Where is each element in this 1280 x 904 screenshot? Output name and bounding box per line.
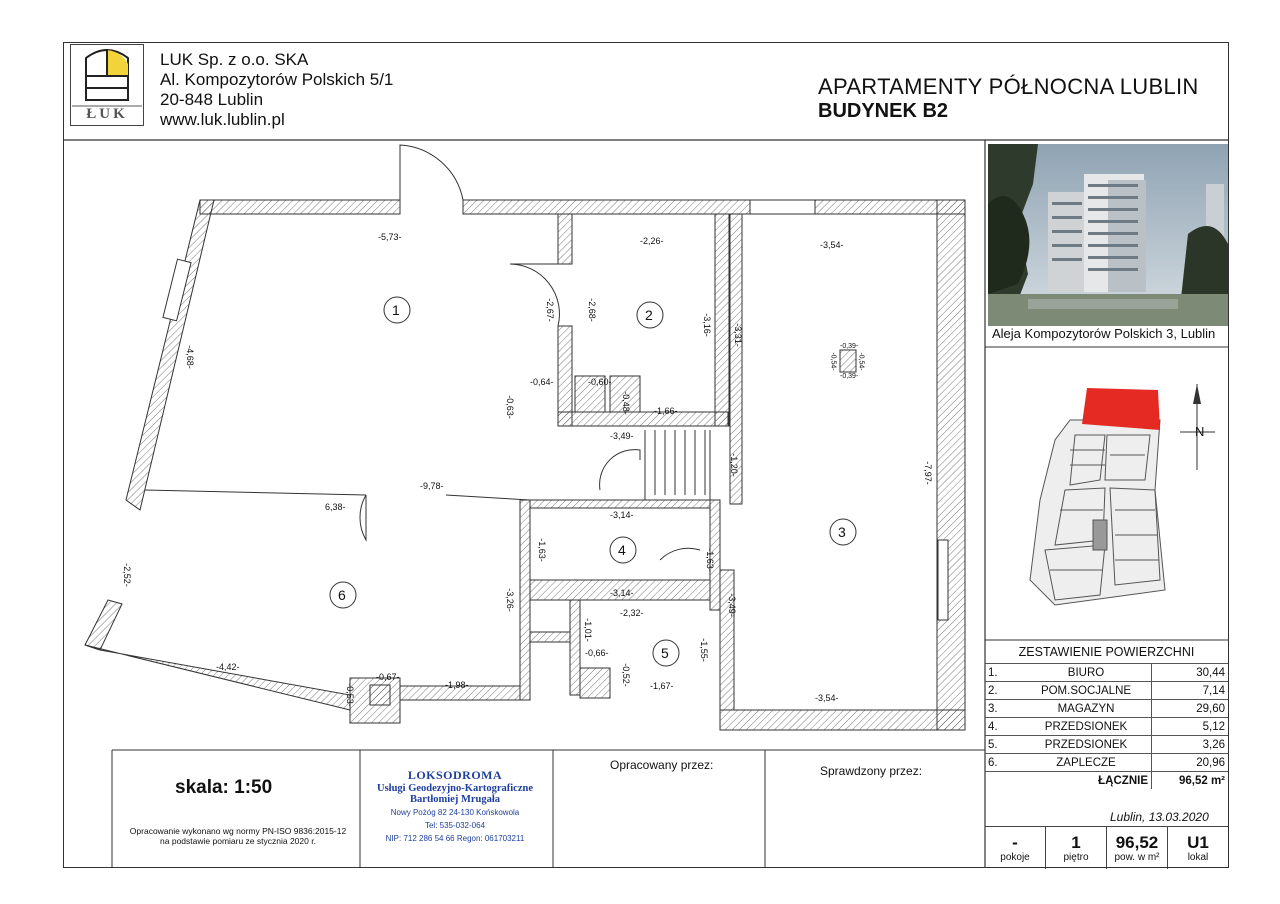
building-photo: [988, 144, 1228, 326]
area-cell: [1106, 827, 1167, 869]
building-label: BUDYNEK B2: [818, 100, 949, 122]
dim-r2-side: -3,16-: [701, 313, 712, 337]
room-number-5: 5: [661, 645, 669, 661]
stamp-name: LOKSODROMA: [407, 768, 503, 782]
rooms-value: -: [1012, 832, 1018, 852]
dim-r2-bottom: -1,66-: [654, 406, 678, 416]
company-address-line1: Al. Kompozytorów Polskich 5/1: [160, 70, 394, 89]
dim-r5-w: -0,66-: [585, 648, 609, 658]
scale-label: skala: 1:50: [175, 777, 273, 798]
dim-corridor-h: -1,20-: [728, 453, 739, 477]
dim-r3-right: -7,97-: [922, 461, 933, 485]
rooms-cell: [985, 827, 1045, 869]
logo-text: ŁUK: [86, 106, 128, 122]
prepared-by-label: Opracowany przez:: [610, 758, 714, 772]
dim-r4-left: -1,63-: [536, 538, 547, 562]
dim-r5-h: -1,01-: [582, 618, 593, 642]
summary-header: ZESTAWIENIE POWIERZCHNI: [1018, 645, 1195, 659]
floor-plan: [70, 140, 980, 745]
dim-bath-1: -0,64-: [530, 377, 554, 387]
dim-r2-left: -2,68-: [586, 298, 597, 322]
dim-column-w2: -0,39-: [840, 373, 859, 380]
photo-caption: Aleja Kompozytorów Polskich 3, Lublin: [992, 326, 1216, 341]
table-row: 6. ZAPLECZE 20,96: [985, 754, 1228, 772]
company-address-line2: 20-848 Lublin: [160, 90, 264, 109]
dim-bath-h2: -0,48-: [620, 391, 631, 415]
document-date: Lublin, 13.03.2020: [1110, 810, 1209, 824]
north-label: N: [1195, 424, 1205, 439]
room-number-4: 4: [618, 542, 626, 558]
norm-note: [118, 826, 358, 846]
checked-by-label: Sprawdzony przez:: [820, 764, 923, 778]
dim-r4-bottom: -3,14-: [610, 588, 634, 598]
dim-r3-bottom: -3,54-: [815, 693, 839, 703]
stamp-line-2: Usługi Geodezyjno-Kartograficzne: [376, 783, 533, 794]
table-row: 2. POM.SOCJALNE 7,14: [985, 682, 1228, 700]
dim-r45-left: -3,26-: [504, 588, 515, 612]
summary-table: [985, 663, 1228, 789]
dim-r3-top: -3,54-: [820, 240, 844, 250]
unit-value: U1: [1187, 832, 1209, 852]
dim-r6-b2: -1,98-: [445, 680, 469, 690]
floor-cell: [1045, 827, 1106, 869]
dim-r4-top: -3,14-: [610, 510, 634, 520]
stamp-line-3: Bartłomiej Mrugała: [409, 794, 501, 805]
area-summary: [985, 645, 1228, 789]
norm-line-1: Opracowanie wykonano wg normy PN-ISO 9836:2015-12: [129, 826, 347, 836]
dim-r6-b4: -0,53-: [344, 683, 355, 707]
table-row: 3. MAGAZYN 29,60: [985, 700, 1228, 718]
area-value: 96,52: [1115, 832, 1159, 852]
dim-r45-right: -3,49-: [726, 593, 737, 617]
dim-column-h2: -0,54-: [857, 352, 865, 371]
dim-r2-top: -2,26-: [640, 236, 664, 246]
company-website[interactable]: www.luk.lublin.pl: [160, 110, 285, 129]
location-map: [1015, 380, 1225, 610]
room-number-3: 3: [838, 524, 846, 540]
project-title: APARTAMENTY PÓŁNOCNA LUBLIN: [818, 74, 1199, 99]
room-number-2: 2: [645, 307, 653, 323]
dim-r5-top: -2,32-: [620, 608, 644, 618]
dim-r6-bottom: -4,42-: [216, 662, 240, 672]
surveyor-stamp: [360, 768, 550, 844]
dim-r4-right: -1,63-: [704, 548, 715, 572]
dim-r6-top: 6,38-: [325, 502, 346, 512]
room-number-1: 1: [392, 302, 400, 318]
area-label: pow. w m²: [1114, 851, 1160, 863]
unit-label: lokal: [1187, 851, 1209, 863]
stamp-line-4: Nowy Pożóg 82 24-130 Końskowola: [390, 808, 520, 817]
floor-value: 1: [1071, 832, 1081, 852]
dim-r5-h2: -0,52-: [620, 663, 631, 687]
norm-line-2: na podstawie pomiaru ze stycznia 2020 r.: [160, 836, 316, 846]
unit-info: [985, 826, 1228, 869]
dim-r6-left: -2,52-: [121, 563, 132, 587]
dim-column-w: -0,39-: [840, 343, 859, 350]
dim-r5-right: -1,55-: [698, 638, 709, 662]
dim-column-h: -0,54-: [829, 352, 837, 371]
room-number-6: 6: [338, 587, 346, 603]
table-row: 5. PRZEDSIONEK 3,26: [985, 736, 1228, 754]
table-row: 1. BIURO 30,44: [985, 664, 1228, 682]
dim-r3-left: -3,31-: [732, 323, 743, 347]
summary-total-row: ŁĄCZNIE 96,52 m²: [985, 772, 1228, 790]
stamp-line-6: NIP: 712 286 54 66 Regon: 061703211: [385, 834, 525, 843]
dim-corridor: -3,49-: [610, 431, 634, 441]
dim-bath-h1: -0,63-: [504, 395, 515, 419]
dim-r2-door: -2,67-: [544, 298, 555, 322]
dim-r5-bottom: -1,67-: [650, 681, 674, 691]
company-name: LUK Sp. z o.o. SKA: [160, 50, 309, 69]
dim-r6-b3: -0,67-: [376, 672, 400, 682]
dim-bath-2: -0,60-: [588, 377, 612, 387]
floor-label: piętro: [1063, 851, 1089, 863]
unit-cell: [1167, 827, 1228, 869]
dim-r1-left: -4,68-: [184, 345, 195, 369]
stamp-line-5: Tel: 535-032-064: [424, 821, 486, 830]
rooms-label: pokoje: [1000, 851, 1030, 863]
table-row: 4. PRZEDSIONEK 5,12: [985, 718, 1228, 736]
dim-r1-top: -5,73-: [378, 232, 402, 242]
dim-r1-bottom: -9,78-: [420, 481, 444, 491]
